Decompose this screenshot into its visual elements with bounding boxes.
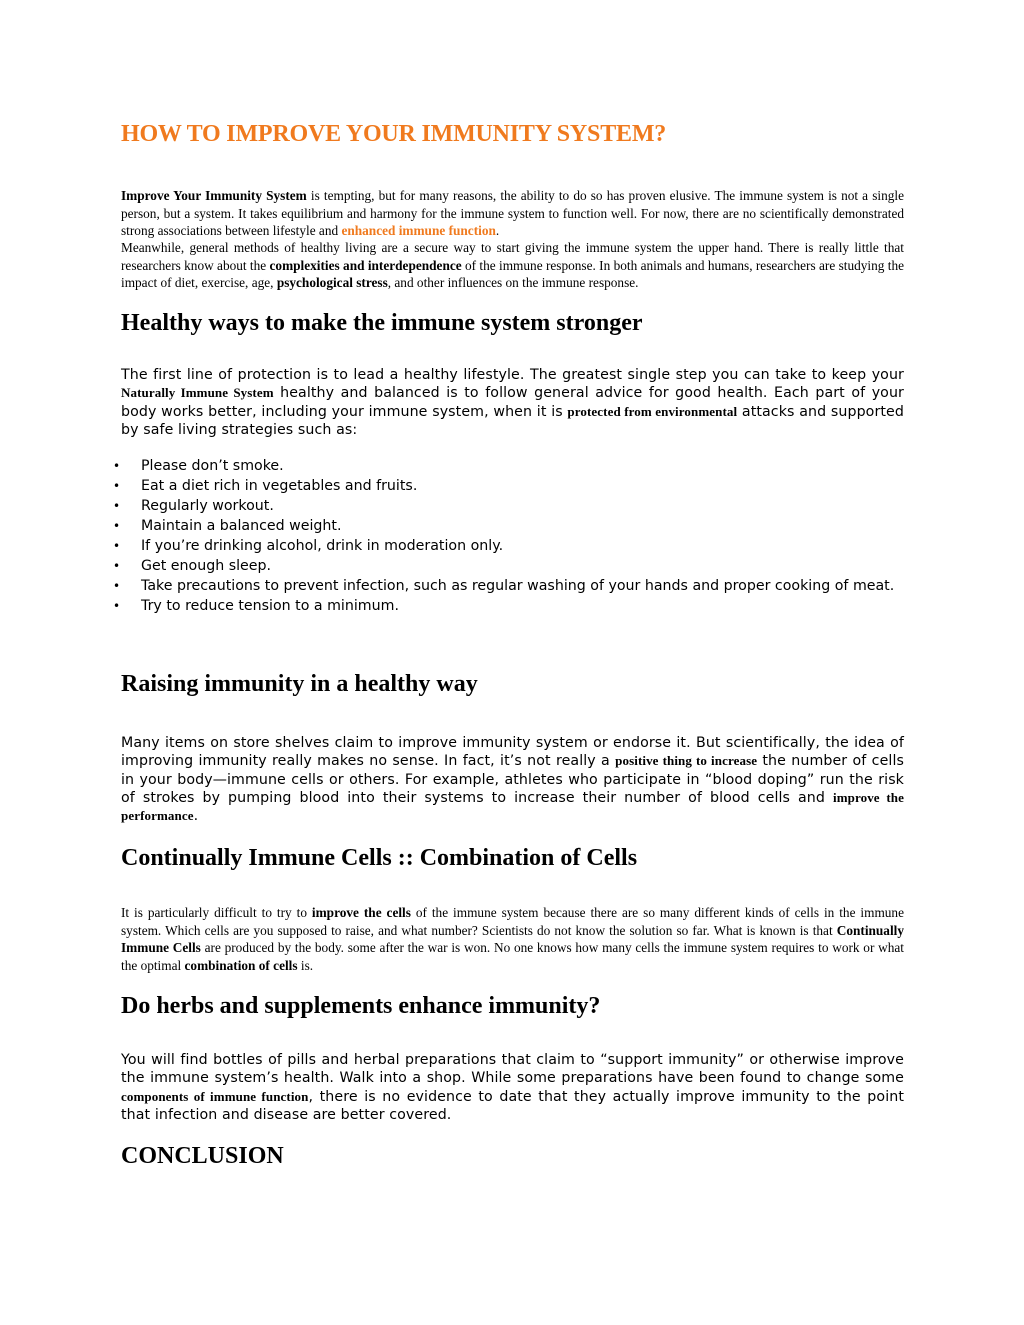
body-text: You will find bottles of pills and herbal preparations that claim to “support immunity” or otherwise improve the immune system’s health. Walk into a shop. While some preparations have been found to change some	[121, 1052, 904, 1087]
intro-text: of the immune response. In both animals and humans, researchers are studying the impact of diet, exercise, age,	[121, 257, 904, 290]
section-heading-conclusion: CONCLUSION	[121, 1143, 284, 1169]
bullet-icon: •	[113, 478, 121, 493]
intro-paragraph-1	[121, 187, 904, 240]
list-item-text: Maintain a balanced weight.	[141, 517, 342, 534]
intro-bold-term: Improve Your Immunity System	[121, 188, 307, 203]
section2-paragraph	[121, 734, 904, 825]
section-heading-herbs-supplements: Do herbs and supplements enhance immunity?	[121, 993, 601, 1019]
bold-term: improve the performance	[121, 789, 904, 824]
bold-term: improve the cells	[311, 905, 411, 920]
section-heading-continually-immune-cells: Continually Immune Cells :: Combination of Cells	[121, 845, 638, 871]
intro-text-end: .	[495, 223, 500, 238]
body-text: Many items on store shelves claim to improve immunity system or endorse it. But scientifically, the idea of improving immunity really makes no sense. In fact, it’s not really a	[121, 735, 904, 770]
bullet-icon: •	[113, 598, 121, 613]
list-item-text: Regularly workout.	[141, 497, 274, 514]
bold-term: Naturally Immune System	[121, 385, 274, 401]
section4-paragraph	[121, 1051, 904, 1124]
body-text: It is particularly difficult to try to	[121, 905, 312, 920]
list-item	[113, 477, 904, 495]
body-text: is.	[297, 957, 314, 973]
list-item	[113, 517, 904, 535]
list-item	[113, 557, 904, 575]
body-text: The first line of protection is to lead a healthy lifestyle. The greatest single step you can take to keep your	[121, 367, 904, 383]
section3-paragraph	[121, 904, 904, 974]
list-item-text: Eat a diet rich in vegetables and fruits.	[141, 477, 418, 494]
healthy-habits-list	[113, 457, 904, 617]
list-item	[113, 597, 904, 615]
bold-term: protected from environmental	[567, 403, 738, 419]
section-heading-healthy-ways: Healthy ways to make the immune system stronger	[121, 310, 643, 336]
bullet-icon: •	[113, 459, 121, 473]
list-item-text: Try to reduce tension to a minimum.	[141, 597, 399, 614]
intro-text: , and other influences on the immune response.	[387, 275, 639, 290]
body-text: attacks and supported by safe living strategies such as:	[121, 403, 904, 438]
bullet-icon: •	[113, 558, 121, 573]
bullet-icon: •	[113, 498, 121, 513]
enhanced-immune-function-link[interactable]: enhanced immune function	[341, 223, 496, 238]
body-text: of the immune system because there are so many different kinds of cells in the immune system. Which cells are you supposed to raise, and what number? Scientists do not know the solution so far. What is known is that	[121, 905, 904, 938]
bold-term: Continually Immune Cells	[121, 922, 904, 955]
body-text: , there is no evidence to date that they actually improve immunity to the point that infection and disease are better covered.	[121, 1088, 904, 1123]
bullet-icon: •	[113, 518, 121, 533]
body-text: .	[193, 808, 199, 825]
list-item-text: If you’re drinking alcohol, drink in moderation only.	[141, 537, 504, 554]
body-text: healthy and balanced is to follow general advice for good health. Each part of your body works better, including your immune system, when it is	[121, 385, 904, 420]
bullet-icon: •	[113, 578, 121, 593]
list-item	[113, 537, 904, 555]
intro-bold-term: psychological stress	[276, 275, 388, 290]
intro-bold-term: complexities and interdependence	[269, 257, 462, 273]
list-item-text: Get enough sleep.	[141, 557, 272, 574]
intro-paragraph-2	[121, 239, 904, 292]
bold-term: components of immune function	[121, 1088, 309, 1104]
bold-term: combination of cells	[184, 957, 298, 973]
body-text: are produced by the body. some after the war is won. No one knows how many cells the immune system requires to work or what the optimal	[121, 940, 904, 973]
intro-text: Meanwhile, general methods of healthy living are a secure way to start giving the immune system the upper hand. There is really little that researchers know about the	[121, 240, 904, 273]
section1-paragraph	[121, 366, 904, 439]
list-item	[113, 497, 904, 515]
section-heading-raising-immunity: Raising immunity in a healthy way	[121, 671, 478, 697]
page-title: HOW TO IMPROVE YOUR IMMUNITY SYSTEM?	[121, 121, 667, 147]
list-item-text: Please don’t smoke.	[141, 458, 284, 474]
bold-term: positive thing to increase	[615, 753, 758, 769]
bullet-icon: •	[113, 538, 121, 553]
list-item	[113, 457, 904, 475]
body-text: the number of cells in your body—immune cells or others. For example, athletes who participate in “blood doping” run the risk of strokes by pumping blood into their systems to increase their number of blood cells and	[121, 753, 904, 806]
list-item-text: Take precautions to prevent infection, such as regular washing of your hands and proper cooking of meat.	[141, 577, 895, 594]
list-item	[113, 577, 904, 595]
intro-text: is tempting, but for many reasons, the ability to do so has proven elusive. The immune system is not a single person, but a system. It takes equilibrium and harmony for the immune system to function well. For now, there are no scientifically demonstrated strong associations between lifestyle and	[121, 188, 904, 238]
